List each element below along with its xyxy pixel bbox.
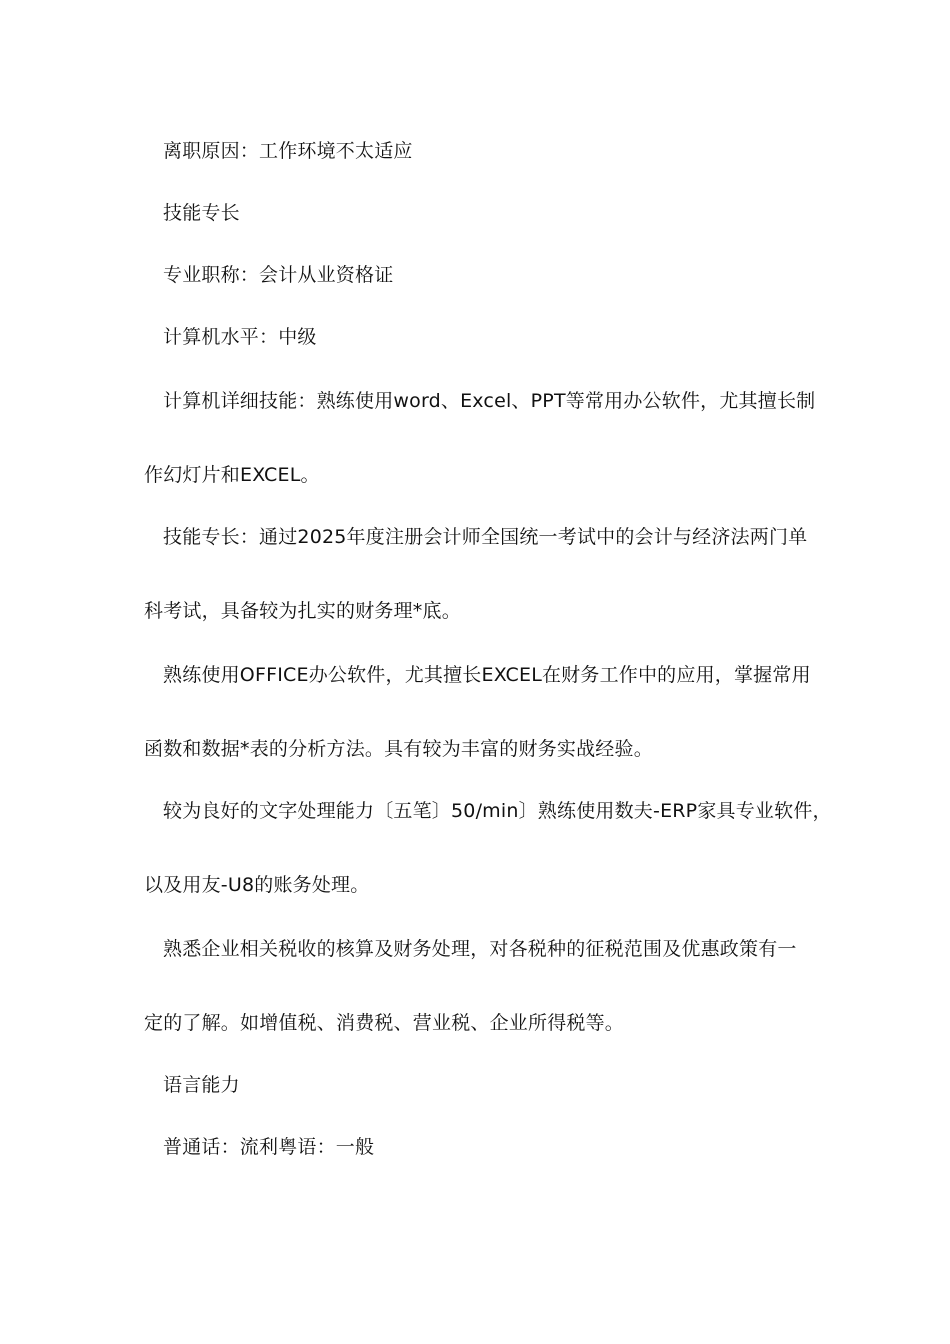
line-skill-specialty-1: 技能专长：通过2025年度注册会计师全国统一考试中的会计与经济法两门单 [163, 526, 808, 548]
line-office-skills-2: 函数和数据*表的分析方法。具有较为丰富的财务实战经验。 [144, 738, 653, 760]
line-skill-specialty-2: 科考试，具备较为扎实的财务理*底。 [144, 600, 461, 622]
line-office-skills-1: 熟练使用OFFICE办公软件，尤其擅长EXCEL在财务工作中的应用，掌握常用 [163, 664, 811, 686]
line-language-heading: 语言能力 [163, 1074, 240, 1096]
line-tax-knowledge-1: 熟悉企业相关税收的核算及财务处理，对各税种的征税范围及优惠政策有一 [163, 938, 797, 960]
line-professional-title: 专业职称：会计从业资格证 [163, 264, 394, 286]
line-computer-skills-1: 计算机详细技能：熟练使用word、Excel、PPT等常用办公软件，尤其擅长制 [163, 390, 816, 412]
line-tax-knowledge-2: 定的了解。如增值税、消费税、营业税、企业所得税等。 [144, 1012, 625, 1034]
line-language-skills: 普通话：流利粤语：一般 [163, 1136, 375, 1158]
line-computer-skills-2: 作幻灯片和EXCEL。 [144, 464, 320, 486]
line-skills-heading: 技能专长 [163, 202, 240, 224]
line-computer-level: 计算机水平：中级 [163, 326, 317, 348]
line-typing-skills-1: 较为良好的文字处理能力〔五笔〕50/min〕熟练使用数夫-ERP家具专业软件， [163, 800, 832, 822]
line-leaving-reason: 离职原因：工作环境不太适应 [163, 140, 413, 162]
line-typing-skills-2: 以及用友-U8的账务处理。 [144, 874, 370, 896]
